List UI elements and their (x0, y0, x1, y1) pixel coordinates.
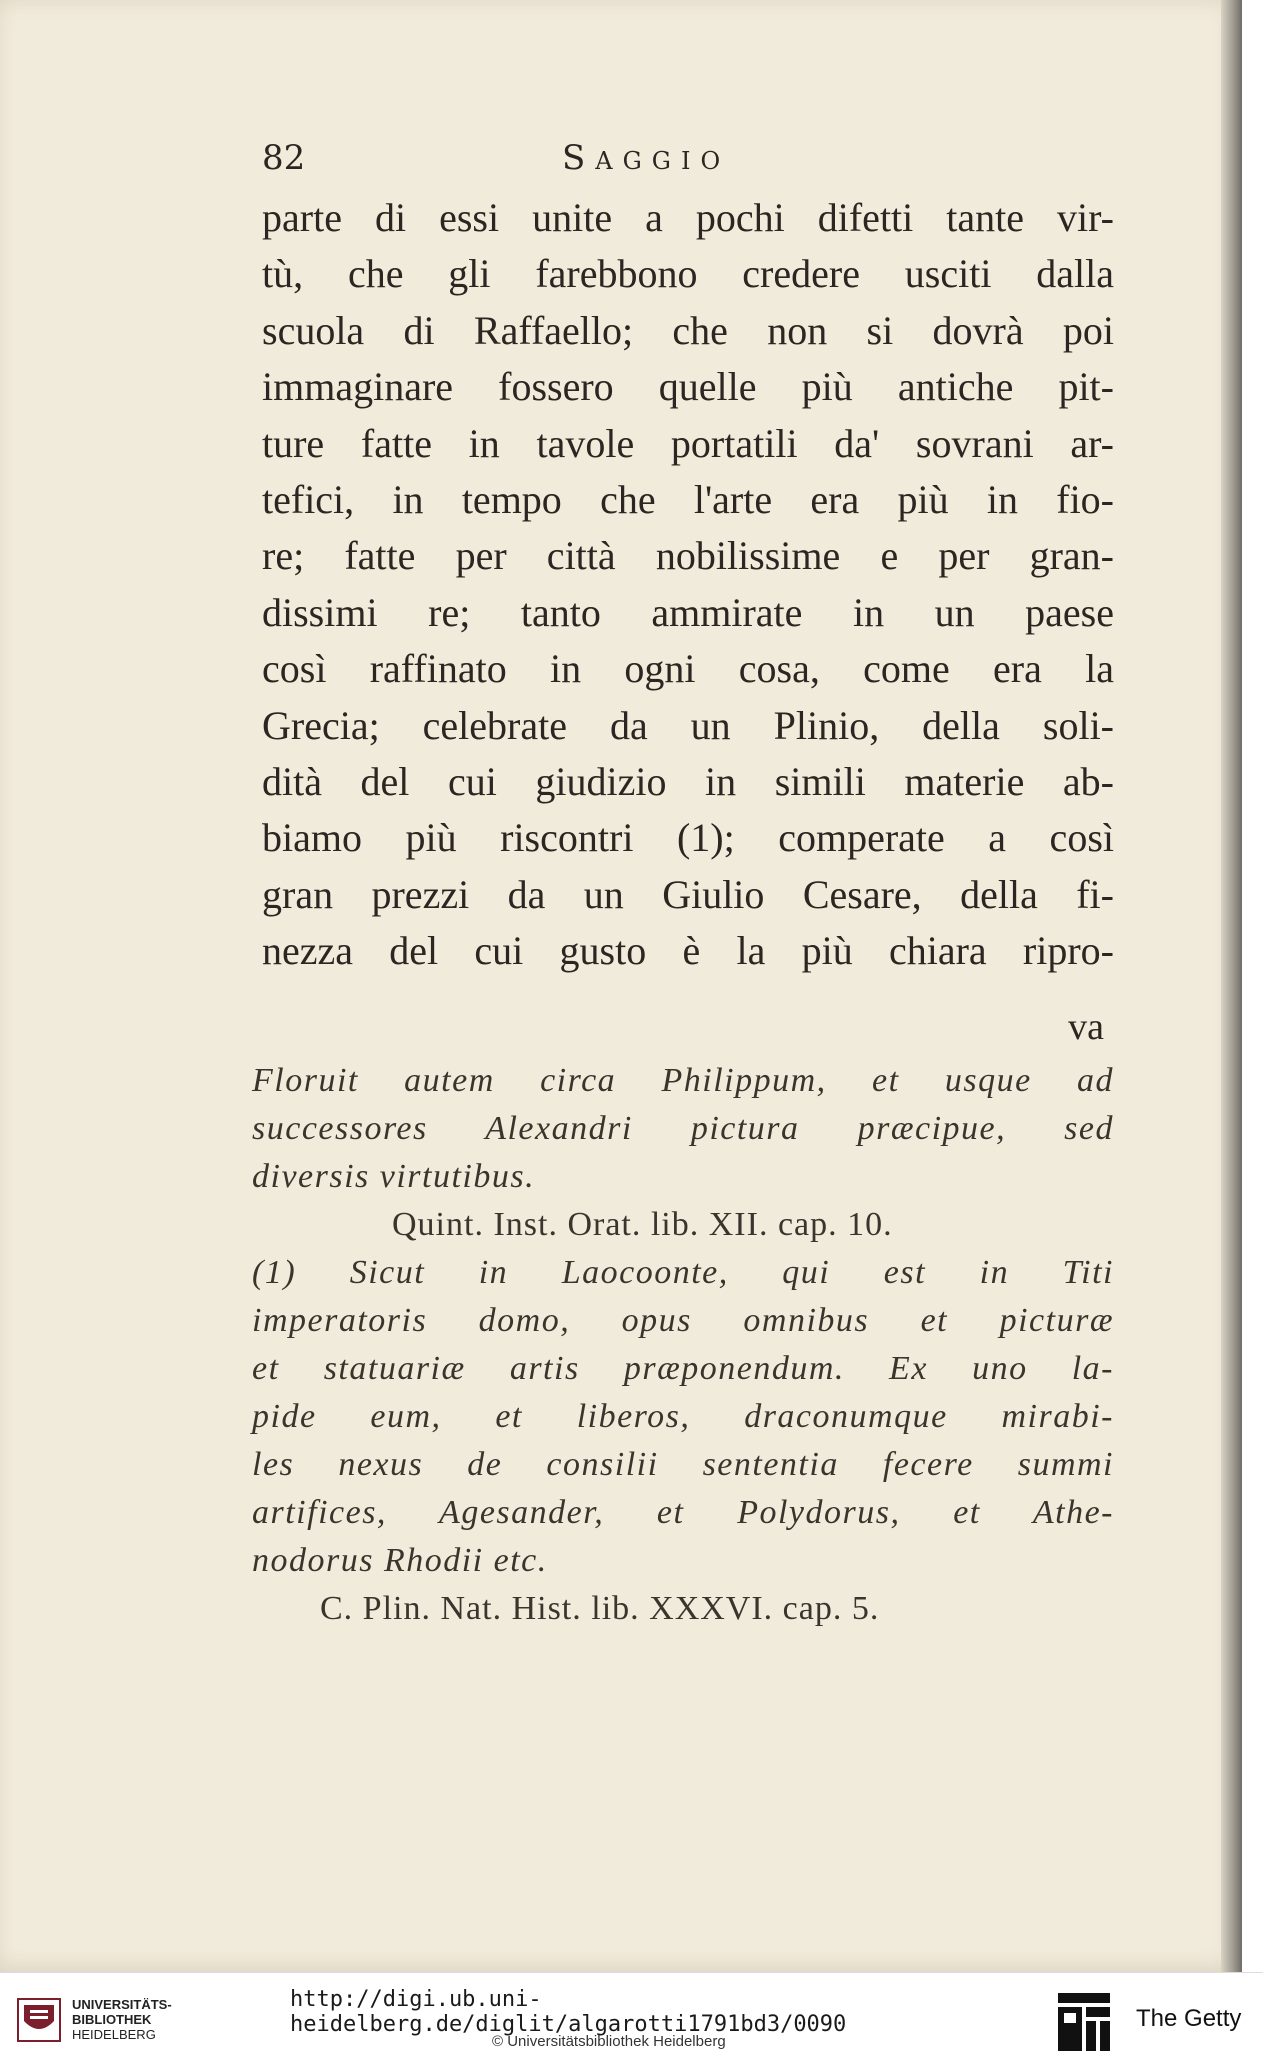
text-line: nezza del cui gusto è la più chiara ripro- (262, 928, 1114, 974)
footnote-line: les nexus de consilii sententia fecere summi (252, 1446, 1114, 1483)
text-line: parte di essi unite a pochi difetti tante vir- (262, 195, 1114, 240)
library-name-line: UNIVERSITÄTS- (72, 1997, 172, 2012)
quote-line: diversis virtutibus. (252, 1158, 536, 1195)
footnote-line: et statuariæ artis præponendum. Ex uno la- (252, 1350, 1114, 1387)
library-name-line: BIBLIOTHEK (72, 2012, 152, 2027)
permalink[interactable]: http://digi.ub.uni-heidelberg.de/diglit/algarotti1791bd3/0090 (290, 1987, 847, 2037)
text-line: immaginare fossero quelle più antiche pit- (262, 364, 1114, 410)
footnote-line: (1) Sicut in Laocoonte, qui est in Titi (252, 1254, 1114, 1291)
text-line: tù, che gli farebbono credere usciti dalla (262, 251, 1114, 297)
catchword: va (1068, 1006, 1104, 1048)
text-line: Grecia; celebrate da un Plinio, della soli- (262, 702, 1114, 748)
text-line: così raffinato in ogni cosa, come era la (262, 646, 1114, 692)
footnotes (252, 1057, 1114, 1633)
footnote-line: pide eum, et liberos, draconumque mirabi- (252, 1398, 1114, 1435)
university-library-logo[interactable] (16, 1993, 186, 2049)
text-line: re; fatte per città nobilissime e per gran- (262, 533, 1114, 579)
running-title: Saggio (562, 138, 731, 178)
copyright-notice: © Universitätsbibliothek Heidelberg (492, 2033, 726, 2050)
page-edge-shadow (1221, 0, 1242, 1972)
footnote-line: imperatoris domo, opus omnibus et picturæ (252, 1302, 1114, 1339)
footnote-source: C. Plin. Nat. Hist. lib. XXXVI. cap. 5. (320, 1590, 880, 1627)
quote-line: Floruit autem circa Philippum, et usque ad (252, 1062, 1114, 1099)
main-text (262, 190, 1114, 979)
text-line: ture fatte in tavole portatili da' sovrani ar- (262, 420, 1114, 466)
text-line: gran prezzi da un Giulio Cesare, della fi- (262, 871, 1114, 917)
text-line: scuola di Raffaello; che non si dovrà poi (262, 307, 1114, 353)
text-line: dità del cui giudizio in simili materie ab- (262, 758, 1114, 804)
text-line: dissimi re; tanto ammirate in un paese (262, 589, 1114, 635)
viewer-footer (0, 1972, 1263, 2066)
text-line: tefici, in tempo che l'arte era più in fio- (262, 476, 1114, 522)
footnote-line: artifices, Agesander, et Polydorus, et Athe- (252, 1494, 1114, 1531)
partner-name: The Getty (1136, 2005, 1242, 2032)
page-number: 82 (262, 138, 306, 178)
library-emblem-icon (16, 1997, 62, 2043)
footnote-line: nodorus Rhodii etc. (252, 1542, 548, 1579)
getty-logo-icon[interactable] (1056, 1991, 1112, 2055)
library-name (72, 1997, 172, 2042)
quote-source: Quint. Inst. Orat. lib. XII. cap. 10. (392, 1206, 893, 1243)
library-name-line: HEIDELBERG (72, 2027, 156, 2042)
quote-line: successores Alexandri pictura præcipue, sed (252, 1110, 1114, 1147)
text-line: biamo più riscontri (1); comperate a così (262, 815, 1114, 861)
running-head (262, 138, 1122, 188)
